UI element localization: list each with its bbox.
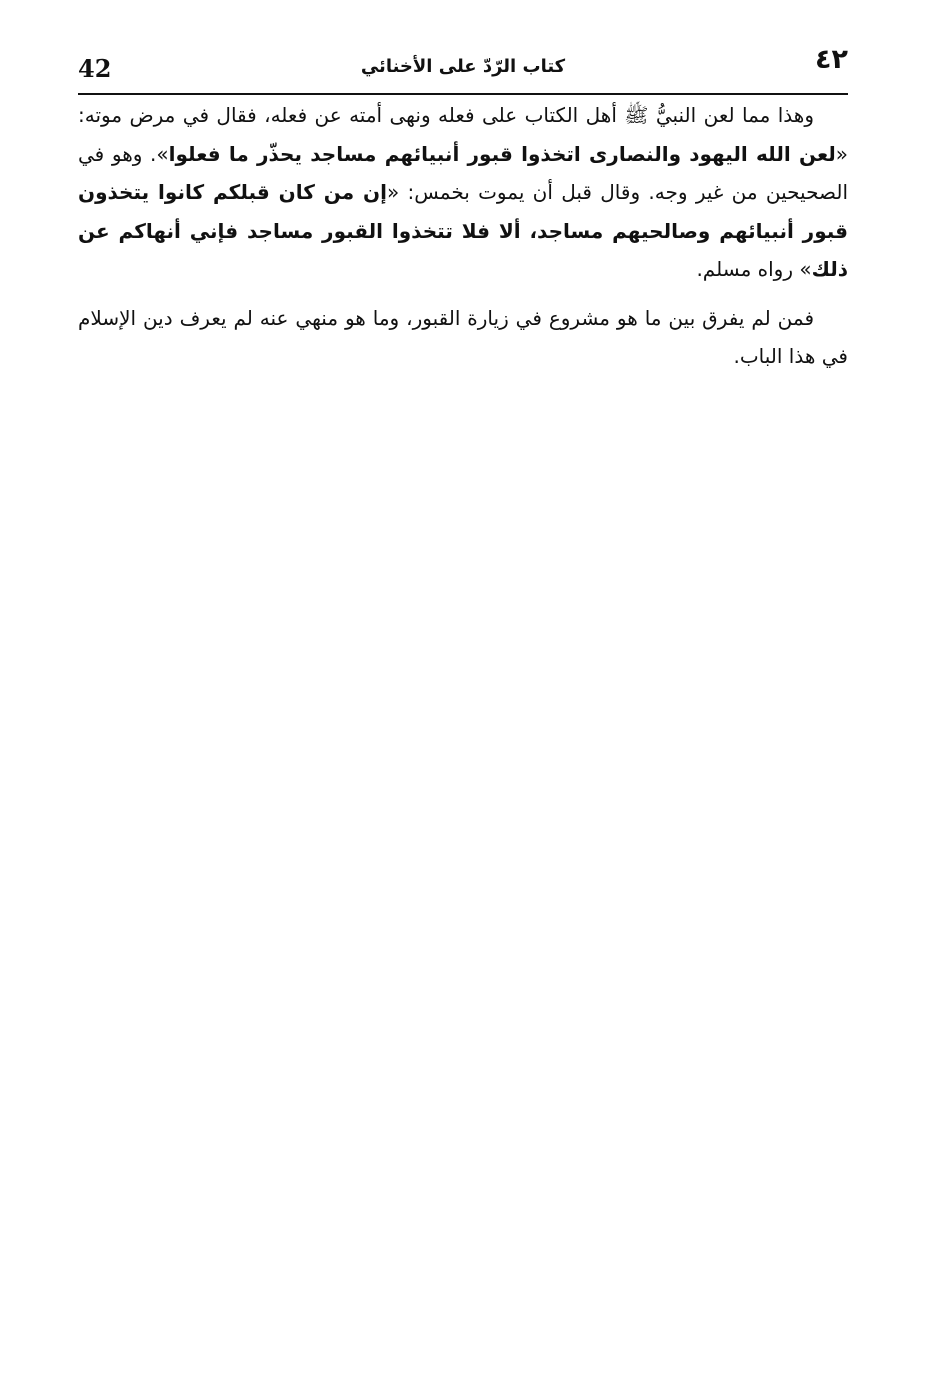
paragraph-2: فمن لم يفرق بين ما هو مشروع في زيارة القبور، وما هو منهي عنه لم يعرف دين الإسلام في هذا الباب. — [78, 305, 848, 368]
page-number-arabic: ٤٢ — [815, 44, 848, 75]
paragraph-1-outro: » رواه مسلم. — [696, 257, 812, 281]
running-title: كتاب الرّدّ على الأخنائي — [360, 56, 566, 77]
hadith-quote-2: إن من كان قبلكم كانوا يتخذون قبور أنبيائهم وصالحيهم مساجد، ألا فلا تتخذوا القبور مساجد فإني أنهاكم عن ذلك — [78, 180, 848, 281]
page-number-latin: 42 — [78, 54, 112, 83]
paragraph-1-middle: ». وهو في الصحيحين من غير وجه. وقال قبل أن يموت بخمس: « — [78, 141, 848, 204]
hadith-quote-1: لعن الله اليهود والنصارى اتخذوا قبور أنبيائهم مساجد يحذّر ما فعلوا — [168, 141, 836, 166]
main-text — [78, 96, 848, 376]
page-header — [78, 44, 848, 92]
paragraph-1-intro: وهذا مما لعن النبيُّ ﷺ أهل الكتاب على فعله ونهى أمته عن فعله، فقال في مرض موته: « — [78, 103, 848, 166]
paragraph-1 — [78, 96, 848, 289]
header-rule — [78, 93, 848, 95]
